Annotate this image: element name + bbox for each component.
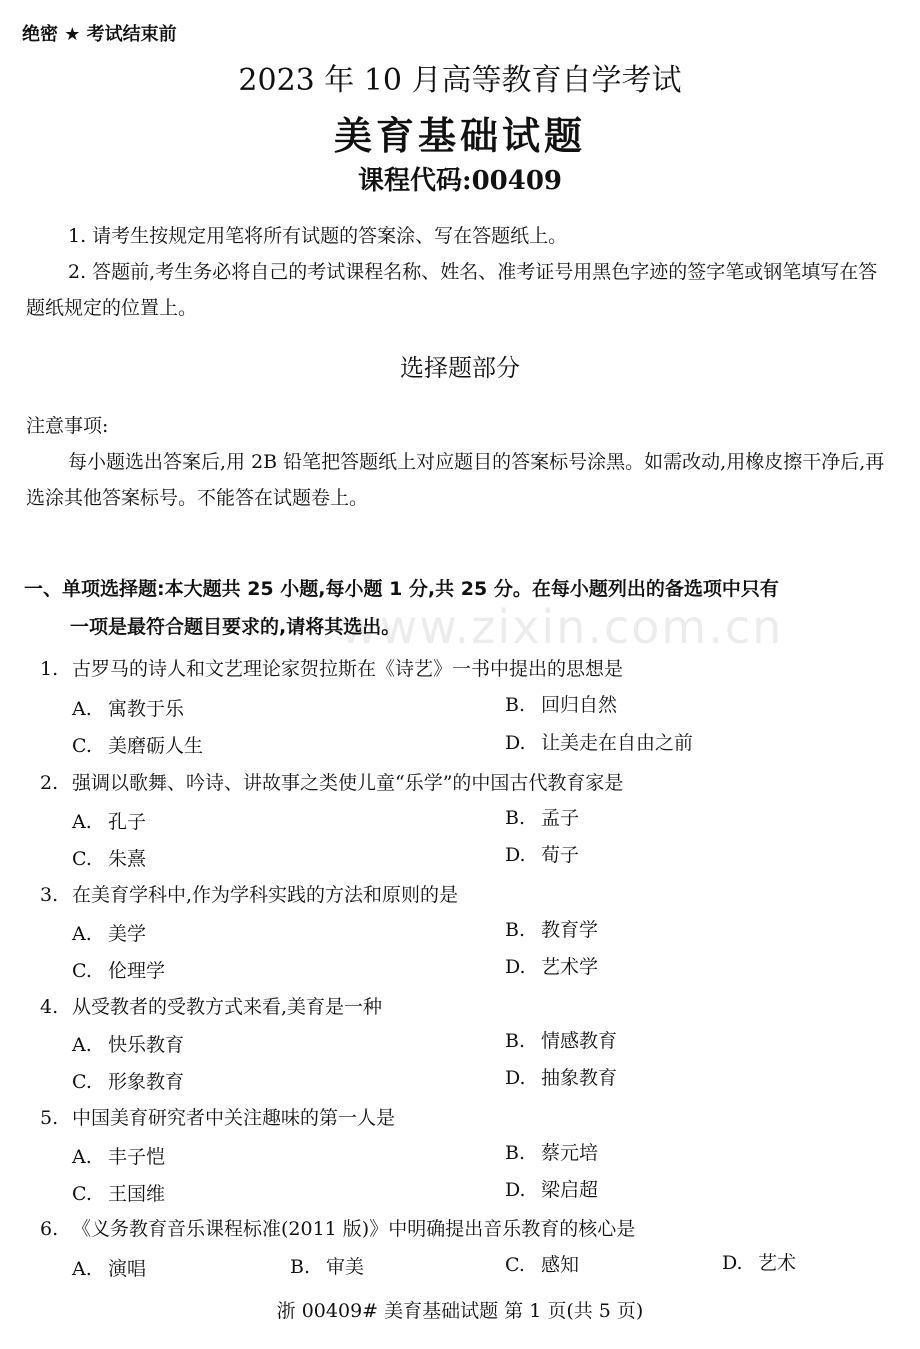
option-label: C.: [72, 848, 92, 870]
part1-heading: [24, 570, 900, 646]
option-label: C.: [72, 1071, 92, 1093]
option-label: A.: [72, 1146, 92, 1168]
option-label: B.: [505, 1142, 526, 1164]
option-d: [505, 840, 579, 867]
question-number: 4.: [40, 996, 59, 1018]
question-text: 强调以歌舞、吟诗、讲故事之类使儿童“乐学”的中国古代教育家是: [72, 772, 624, 794]
option-a: [72, 807, 146, 834]
option-b: [505, 1138, 598, 1165]
question-text: 中国美育研究者中关注趣味的第一人是: [72, 1107, 396, 1129]
option-text: 伦理学: [108, 960, 166, 982]
exam-title: 2023 年 10 月高等教育自学考试: [238, 63, 682, 98]
option-a: [72, 694, 184, 721]
option-text: 艺术: [758, 1252, 797, 1274]
option-c: [505, 1250, 579, 1277]
option-label: D.: [505, 844, 526, 866]
option-text: 寓教于乐: [108, 698, 185, 720]
course-code: 课程代码:00409: [357, 166, 563, 196]
paper-title: 美育基础试题: [333, 113, 586, 158]
option-d: [722, 1248, 796, 1275]
option-text: 审美: [326, 1256, 365, 1278]
option-c: [72, 1067, 184, 1094]
question-stem: [40, 768, 623, 795]
question-stem: [40, 992, 382, 1019]
option-text: 孔子: [108, 811, 147, 833]
option-text: 快乐教育: [108, 1034, 185, 1056]
option-b: [505, 915, 598, 942]
option-label: B.: [505, 694, 526, 716]
section-title: 选择题部分: [400, 354, 520, 382]
question-number: 6.: [40, 1218, 59, 1240]
option-text: 孟子: [541, 807, 580, 829]
option-label: A.: [72, 698, 92, 720]
option-label: B.: [505, 807, 526, 829]
option-text: 抽象教育: [541, 1067, 618, 1089]
option-b: [505, 803, 579, 830]
option-text: 让美走在自由之前: [541, 732, 694, 754]
option-c: [72, 844, 146, 871]
option-label: C.: [72, 960, 92, 982]
option-text: 艺术学: [541, 956, 599, 978]
confidential-label: 绝密 ★ 考试结束前: [22, 24, 177, 45]
option-text: 蔡元培: [541, 1142, 599, 1164]
question-stem: [40, 1103, 395, 1130]
question-stem: [40, 880, 458, 907]
question-text: 从受教者的受教方式来看,美育是一种: [72, 996, 383, 1018]
question-number: 3.: [40, 884, 59, 906]
option-label: D.: [505, 1179, 526, 1201]
option-label: A.: [72, 1258, 92, 1280]
question-text: 在美育学科中,作为学科实践的方法和原则的是: [72, 884, 459, 906]
option-d: [505, 728, 693, 755]
option-text: 梁启超: [541, 1179, 599, 1201]
question-number: 5.: [40, 1107, 59, 1129]
option-text: 荀子: [541, 844, 580, 866]
option-b: [505, 1026, 617, 1053]
option-d: [505, 1175, 598, 1202]
option-text: 美学: [108, 923, 147, 945]
option-label: D.: [722, 1252, 743, 1274]
option-c: [72, 956, 165, 983]
option-text: 形象教育: [108, 1071, 185, 1093]
part1-heading-line2: 一项是最符合题目要求的,请将其选出。: [70, 616, 401, 638]
option-b: [290, 1252, 364, 1279]
option-label: D.: [505, 1067, 526, 1089]
question-number: 2.: [40, 772, 59, 794]
option-text: 朱熹: [108, 848, 147, 870]
option-text: 演唱: [108, 1258, 147, 1280]
option-label: B.: [505, 1030, 526, 1052]
option-b: [505, 690, 617, 717]
option-label: B.: [505, 919, 526, 941]
option-c: [72, 731, 203, 758]
option-text: 感知: [541, 1254, 580, 1276]
instruction-2: 2. 答题前,考生务必将自己的考试课程名称、姓名、准考证号用黑色字迹的签字笔或钢笔填写在答题纸规定的位置上。: [26, 261, 878, 319]
notes-label: 注意事项:: [26, 415, 109, 437]
option-label: A.: [72, 923, 92, 945]
option-d: [505, 1063, 617, 1090]
option-text: 回归自然: [541, 694, 618, 716]
option-label: D.: [505, 732, 526, 754]
instruction-1: 1. 请考生按规定用笔将所有试题的答案涂、写在答题纸上。: [68, 225, 568, 247]
option-label: D.: [505, 956, 526, 978]
page-footer: 浙 00409# 美育基础试题 第 1 页(共 5 页): [276, 1300, 644, 1322]
part1-heading-line1: 一、单项选择题:本大题共 25 小题,每小题 1 分,共 25 分。在每小题列出的备选项中只有: [24, 578, 779, 600]
option-text: 情感教育: [541, 1030, 618, 1052]
option-label: C.: [72, 1183, 92, 1205]
option-a: [72, 1142, 165, 1169]
question-stem: [40, 1214, 635, 1241]
option-a: [72, 1254, 146, 1281]
question-stem: [40, 654, 623, 681]
option-a: [72, 1030, 184, 1057]
option-a: [72, 919, 146, 946]
option-label: B.: [290, 1256, 311, 1278]
option-text: 丰子恺: [108, 1146, 166, 1168]
option-text: 教育学: [541, 919, 599, 941]
notes-text: 每小题选出答案后,用 2B 铅笔把答题纸上对应题目的答案标号涂黑。如需改动,用橡皮擦干净后,再选涂其他答案标号。不能答在试题卷上。: [26, 451, 885, 509]
option-label: A.: [72, 1034, 92, 1056]
question-number: 1.: [40, 658, 59, 680]
question-text: 《义务教育音乐课程标准(2011 版)》中明确提出音乐教育的核心是: [72, 1218, 636, 1240]
option-text: 美磨砺人生: [108, 735, 204, 757]
option-label: C.: [505, 1254, 525, 1276]
question-text: 古罗马的诗人和文艺理论家贺拉斯在《诗艺》一书中提出的思想是: [72, 658, 624, 680]
option-c: [72, 1179, 165, 1206]
watermark: www.zixin.com.cn: [340, 600, 784, 654]
option-d: [505, 952, 598, 979]
option-label: C.: [72, 735, 92, 757]
option-label: A.: [72, 811, 92, 833]
option-text: 王国维: [108, 1183, 166, 1205]
